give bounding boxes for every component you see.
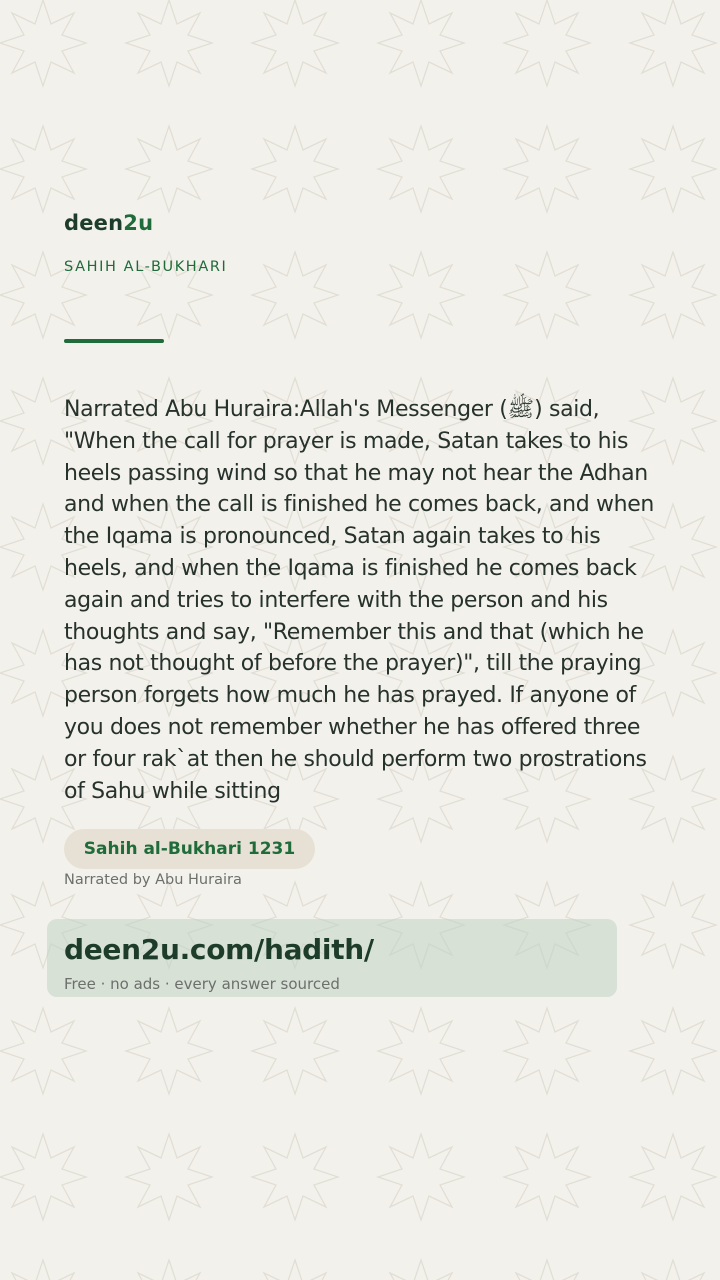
cta-card[interactable] xyxy=(47,919,617,997)
brand-prefix: deen xyxy=(64,211,124,235)
collection-label: SAHIH AL-BUKHARI xyxy=(64,259,228,275)
cta-url-link[interactable]: deen2u.com/hadith/ xyxy=(64,933,374,966)
cta-tagline: Free · no ads · every answer sourced xyxy=(64,975,340,993)
narrator-caption: Narrated by Abu Huraira xyxy=(64,872,242,888)
divider xyxy=(64,339,164,343)
brand-accent: 2u xyxy=(123,211,154,235)
hadith-text: Narrated Abu Huraira:Allah's Messenger (ﷺ) said, "When the call for prayer is made, Satan takes to his heels passing wind so that he may not hear the Adhan and when the call is finished he comes back, and when the Iqama is pronounced, Satan again takes to his heels, and when the Iqama is finished he comes back again and tries to interfere with the person and his thoughts and say, "Remember this and that (which he has not thought of before the prayer)", till the praying person forgets how much he has prayed. If anyone of you does not remember whether he has offered three or four rak`at then he should perform two prostrations of Sahu while sitting xyxy=(64,397,655,804)
reference-badge: Sahih al-Bukhari 1231 xyxy=(64,829,315,869)
brand-logo xyxy=(64,211,153,235)
